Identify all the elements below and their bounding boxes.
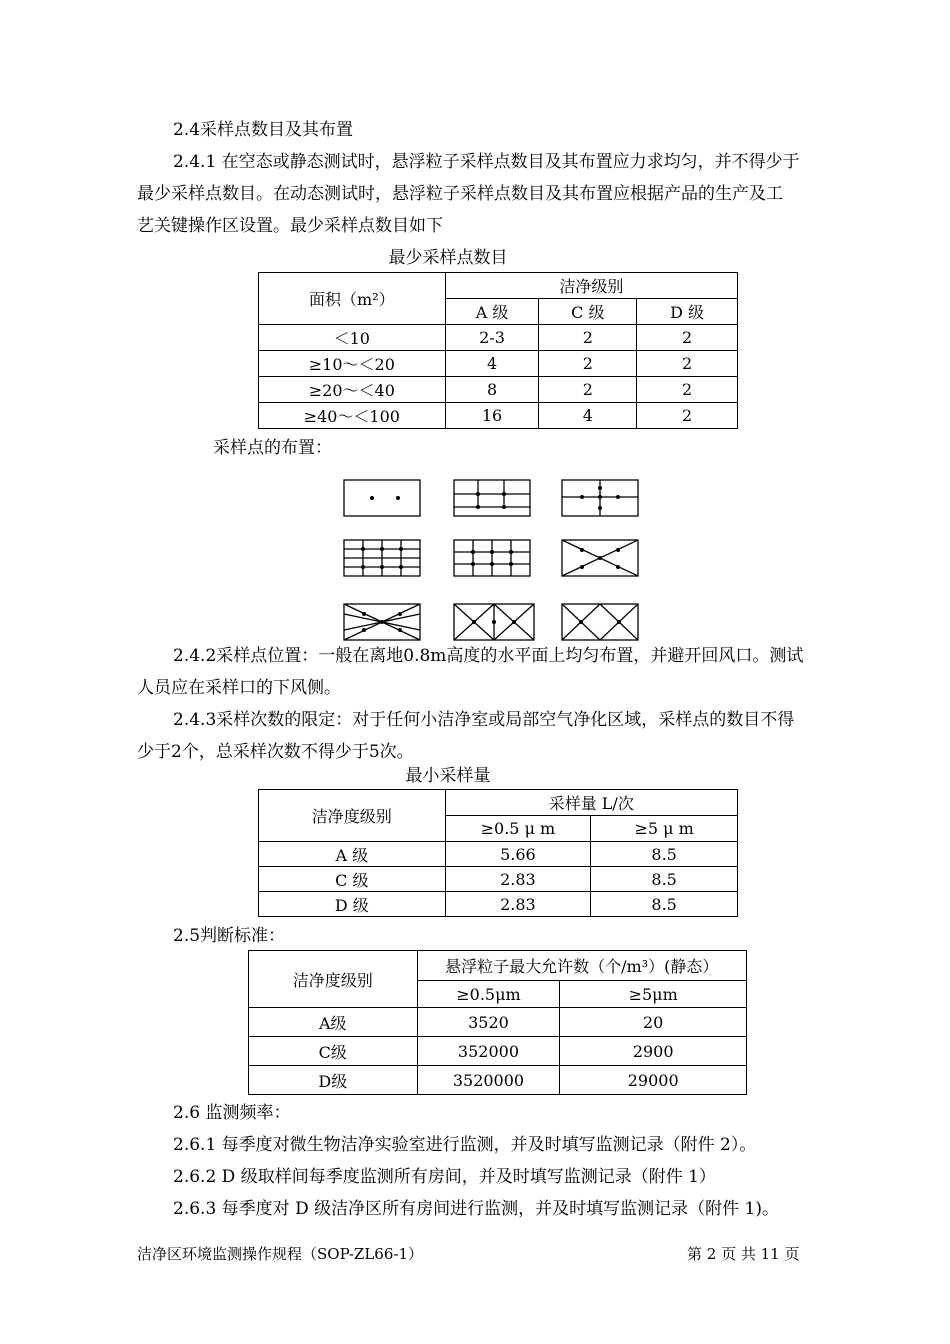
table-cell: ≥40～＜100 [259,403,446,429]
sampling-volume-header: 采样量 L/次 [445,790,737,816]
item-2-6-3: 2.6.3 每季度对 D 级洁净区所有房间进行监测，并及时填写监测记录（附件 1)。 [173,1199,779,1219]
table-cell: C级 [249,1037,418,1066]
size-5um: ≥5μm [560,981,747,1008]
paragraph-2-4-1-line-1: 2.4.1 在空态或静态测试时，悬浮粒子采样点数目及其布置应力求均匀，并不得少于 [173,152,800,172]
table-cell: 2900 [560,1037,747,1066]
section-2-5-heading: 2.5判断标准： [173,926,286,946]
min-sampling-volume-table [258,789,738,917]
grade-d: D 级 [637,299,738,325]
paragraph-2-4-2-line-1: 2.4.2采样点位置：一般在离地0.8m高度的水平面上均匀布置，并避开回风口。测试 [173,646,804,666]
layout-diagram-1 [344,480,420,516]
table-cell: D 级 [259,892,446,917]
min-sampling-points-table [258,272,738,429]
table-cell: 16 [445,403,539,429]
grade-header: 洁净级别 [445,273,737,299]
max-particle-count-header: 悬浮粒子最大允许数（个/m³）(静态） [417,951,746,981]
cleanliness-grade-header: 洁净度级别 [259,790,446,842]
table-cell: 2 [637,325,738,351]
table-row [249,1037,747,1066]
table-row [249,1008,747,1037]
sampling-layout-label: 采样点的布置： [213,438,332,458]
particle-limit-table [248,950,747,1095]
table-cell: 2 [539,325,637,351]
area-header: 面积（m²） [259,273,446,325]
table-cell: 2 [637,377,738,403]
table-cell: A 级 [259,842,446,867]
table1-caption: 最少采样点数目 [388,248,508,268]
size-0-5um: ≥0.5μm [417,981,560,1008]
table-cell: A级 [249,1008,418,1037]
table-cell: C 级 [259,867,446,892]
table-cell: 8 [445,377,539,403]
table-cell: 4 [445,351,539,377]
paragraph-2-4-1-line-3: 艺关键操作区设置。最少采样点数目如下 [137,216,443,236]
table-cell: 5.66 [445,842,591,867]
item-2-6-1: 2.6.1 每季度对微生物洁净实验室进行监测，并及时填写监测记录（附件 2）。 [173,1135,757,1155]
sampling-layout-diagrams [330,470,660,650]
table-cell: 3520000 [417,1066,560,1095]
paragraph-2-4-1-line-2: 最少采样点数目。在动态测试时，悬浮粒子采样点数目及其布置应根据产品的生产及工 [137,184,783,204]
grade-a: A 级 [445,299,539,325]
footer-document-title: 洁净区环境监测操作规程（SOP-ZL66-1） [137,1245,423,1263]
paragraph-2-4-3-line-1: 2.4.3采样次数的限定：对于任何小洁净室或局部空气净化区域，采样点的数目不得 [173,710,795,730]
table-cell: 8.5 [591,867,738,892]
table-cell: 352000 [417,1037,560,1066]
table-cell: 8.5 [591,842,738,867]
section-2-6-heading: 2.6 监测频率： [173,1103,291,1123]
table-cell: ≥20～＜40 [259,377,446,403]
table-cell: 2.83 [445,892,591,917]
layout-diagram-9 [562,604,638,640]
footer-page-number: 第 2 页 共 11 页 [687,1245,800,1263]
table-cell: 4 [539,403,637,429]
table2-caption: 最小采样量 [405,766,491,786]
table-cell: 2 [637,403,738,429]
table-cell: D级 [249,1066,418,1095]
table-cell: ＜10 [259,325,446,351]
paragraph-2-4-3-line-2: 少于2个，总采样次数不得少于5次。 [137,742,414,762]
table-row [259,892,738,917]
table-row [259,867,738,892]
table-row [259,351,738,377]
table-row [259,403,738,429]
table-cell: 3520 [417,1008,560,1037]
layout-diagram-2 [454,480,530,516]
table-cell: 2 [539,377,637,403]
table-cell: 2 [539,351,637,377]
cleanliness-grade-header: 洁净度级别 [249,951,418,1008]
size-5um: ≥5 μ m [591,816,738,842]
table-cell: 2-3 [445,325,539,351]
table-cell: 2 [637,351,738,377]
table-row [259,842,738,867]
table-cell: 2.83 [445,867,591,892]
table-cell: ≥10～＜20 [259,351,446,377]
table-cell: 20 [560,1008,747,1037]
paragraph-2-4-2-line-2: 人员应在采样口的下风侧。 [137,678,341,698]
table-row [259,325,738,351]
table-row [259,377,738,403]
grade-c: C 级 [539,299,637,325]
table-cell: 29000 [560,1066,747,1095]
item-2-6-2: 2.6.2 D 级取样间每季度监测所有房间，并及时填写监测记录（附件 1） [173,1167,716,1187]
table-cell: 8.5 [591,892,738,917]
size-0-5um: ≥0.5 μ m [445,816,591,842]
section-2-4-heading: 2.4采样点数目及其布置 [173,120,354,140]
table-row [249,1066,747,1095]
